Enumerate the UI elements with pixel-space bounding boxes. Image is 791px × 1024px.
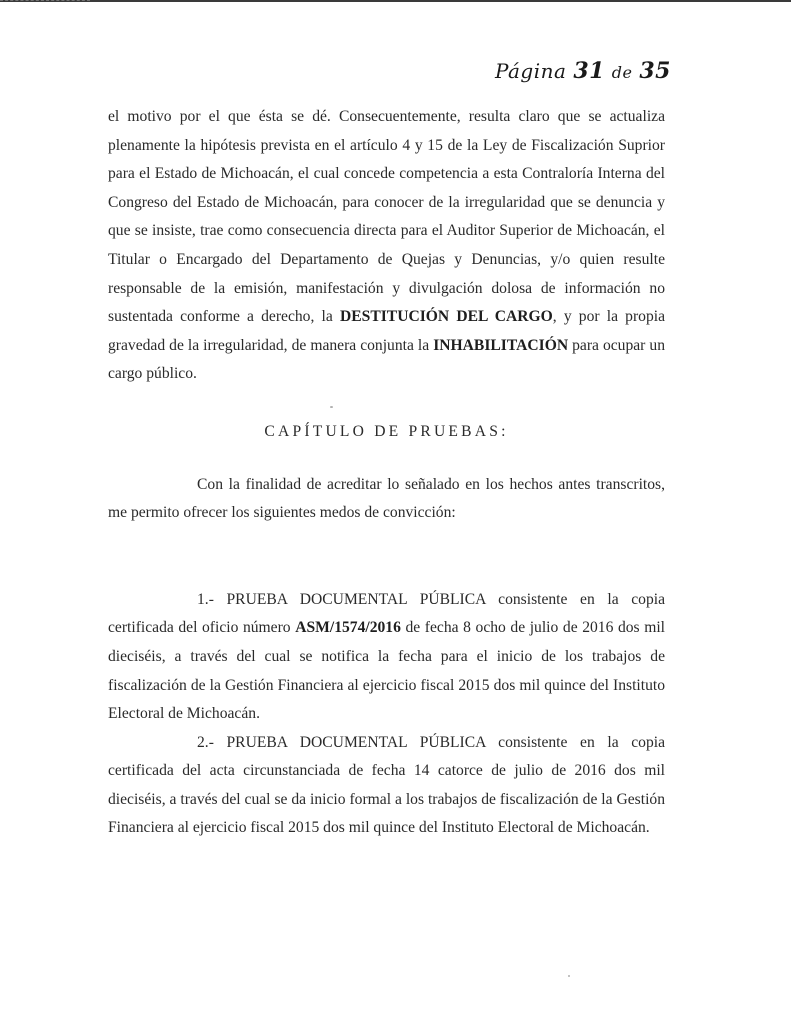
destitucion-del-cargo: DESTITUCIÓN DEL CARGO xyxy=(339,308,553,326)
scan-speck xyxy=(330,406,333,408)
oficio-number: ASM/1574/2016 xyxy=(295,619,401,637)
evidence-item-2: 2.- PRUEBA DOCUMENTAL PÚBLICA consistente en la copia certificada del acta circunstanciada de fecha 14 catorce de julio de 2016 dos mil dieciséis, a través del cual se da inicio formal a los trabajos de fiscalización de la Gestión Financiera al ejercicio fiscal 2015 dos mil quince del Instituto Electoral de Michoacán. xyxy=(108,733,665,837)
page-number-word: Página xyxy=(494,59,567,83)
paragraph-conclusion-text-2: , y por la propia gravedad de la irregularidad, de manera conjunta la xyxy=(108,308,666,354)
evidence-item-1-text-2: de fecha 8 ocho de julio de 2016 dos mil dieciséis, a través del cual se notifica la fecha para el inicio de los trabajos de fiscalización de la Gestión Financiera al ejercicio fiscal 2015 dos mil quince del Instituto Electoral de Michoacán. xyxy=(108,619,666,723)
page-number-current: 31 xyxy=(573,58,605,84)
inhabilitacion: INHABILITACIÓN xyxy=(433,336,569,354)
scan-speck xyxy=(568,975,570,977)
paragraph-conclusion-text-3: para ocupar un cargo público. xyxy=(108,336,665,383)
page-number-total: 35 xyxy=(639,58,671,84)
intro-paragraph: Con la finalidad de acreditar lo señalado en los hechos antes transcritos, me permito ofrecer los siguientes medos de convicción: xyxy=(108,475,665,522)
document-body xyxy=(108,103,665,843)
top-border-line xyxy=(0,0,791,2)
scan-edge-mark xyxy=(0,0,90,7)
paragraph-conclusion-text-1: el motivo por el que ésta se dé. Consecuentemente, resulta claro que se actualiza plenamente la hipótesis prevista en el artículo 4 y 15 de la Ley de Fiscalización Suprior para el Estado de Michoacán, el cual concede competencia a esta Contraloría Interna del Congreso del Estado de Michoacán, para conocer de la irregularidad que se denuncia y que se insiste, trae como consecuencia directa para el Auditor Superior de Michoacán, el Titular o Encargado del Departamento de Quejas y Denuncias, y/o quien resulte responsable de la emisión, manifestación y divulgación dolosa de información no sustentada conforme a derecho, la xyxy=(108,108,665,326)
page-number xyxy=(495,58,671,84)
page-number-of: de xyxy=(611,63,633,82)
section-heading: CAPÍTULO DE PRUEBAS: xyxy=(264,422,509,440)
evidence-item-1 xyxy=(108,586,665,729)
evidence-item-1-text-1: 1.- PRUEBA DOCUMENTAL PÚBLICA consistente en la copia certificada del oficio número xyxy=(108,590,665,637)
paragraph-conclusion xyxy=(108,103,665,389)
